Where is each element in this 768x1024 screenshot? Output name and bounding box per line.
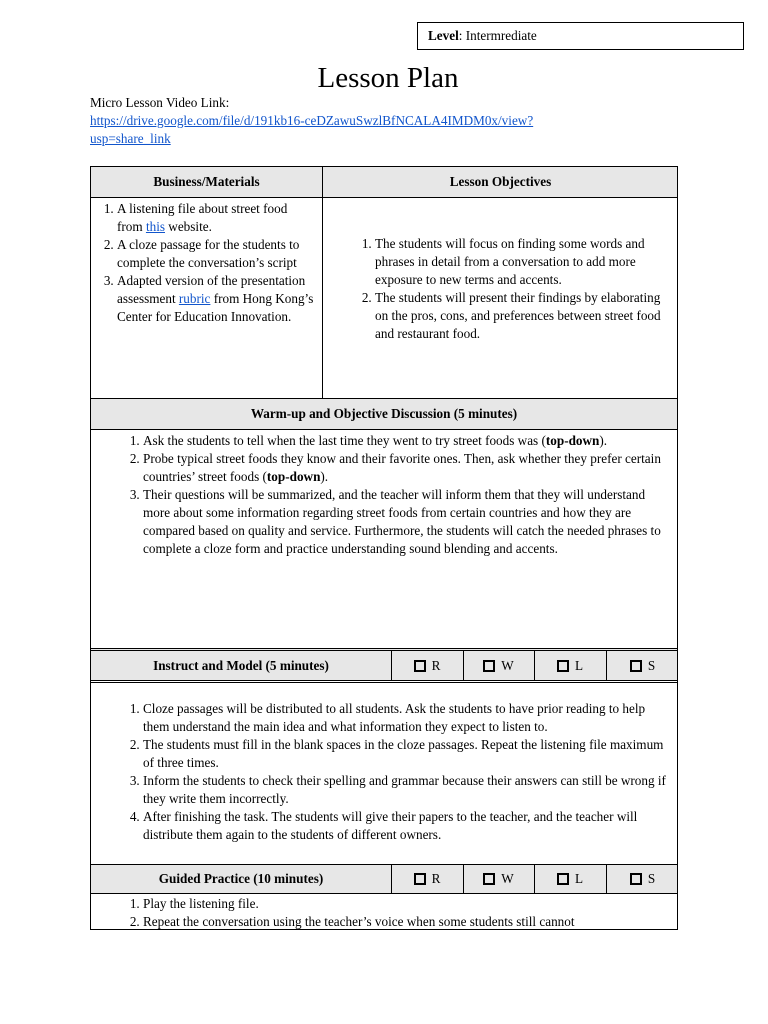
instruct-content: [91, 680, 677, 864]
rubric-link[interactable]: rubric: [178, 291, 211, 306]
materials-cell: [91, 198, 322, 326]
materials-item: 1. A listening file about street food from this website.: [117, 200, 316, 236]
instruct-item: 2. The students must fill in the blank spaces in the cloze passages. Repeat the listening file maximum of three times.: [143, 736, 669, 772]
checkbox-icon: [483, 660, 495, 672]
instruct-item: 3. Inform the students to check their spelling and grammar because their answers can still be wrong if they write them incorrectly.: [143, 772, 669, 808]
skill-checkbox-l[interactable]: L: [534, 651, 606, 680]
level-value: : Intermrediate: [458, 28, 537, 43]
objective-item: 2. The students will present their findings by elaborating on the pros, cons, and preferences between street food and restaurant food.: [375, 289, 669, 343]
skill-checkbox-s[interactable]: S: [606, 651, 678, 680]
instruct-header-row: [91, 648, 677, 680]
video-link-label: Micro Lesson Video Link:: [90, 95, 230, 110]
instruct-item: 1. Cloze passages will be distributed to all students. Ask the students to have prior reading to help them understand the main idea and what information they expect to listen to.: [143, 700, 669, 736]
checkbox-icon: [414, 660, 426, 672]
level-box: [417, 22, 744, 50]
materials-item: 2. A cloze passage for the students to complete the conversation’s script: [117, 236, 316, 272]
skill-checkbox-w[interactable]: W: [463, 865, 534, 893]
lesson-table: [90, 166, 678, 930]
skill-checkbox-l[interactable]: L: [534, 865, 606, 893]
level-label: Level: [428, 28, 459, 43]
warmup-header: Warm-up and Objective Discussion (5 minutes): [91, 398, 677, 429]
objective-item: 1. The students will focus on finding some words and phrases in detail from a conversation to add more exposure to new terms and accents.: [375, 235, 669, 289]
guided-item: 2. Repeat the conversation using the teacher’s voice when some students still cannot: [143, 913, 669, 930]
warmup-content: [91, 429, 677, 648]
column-divider: [322, 167, 323, 197]
skill-checkbox-r[interactable]: R: [391, 651, 463, 680]
video-link-url-line1[interactable]: https://drive.google.com/file/d/191kb16-ceDZawuSwzlBfNCALA4IMDM0x/view?: [90, 113, 534, 128]
skill-checkbox-r[interactable]: R: [391, 865, 463, 893]
materials-item: 3. Adapted version of the presentation assessment rubric from Hong Kong’s Center for Education Innovation.: [117, 272, 316, 326]
checkbox-icon: [630, 873, 642, 885]
guided-header-row: [91, 864, 677, 893]
objectives-cell: [322, 198, 678, 343]
checkbox-icon: [414, 873, 426, 885]
guided-item: 1. Play the listening file.: [143, 895, 669, 913]
instruct-header: Instruct and Model (5 minutes): [91, 651, 391, 680]
this-link[interactable]: this: [145, 219, 165, 234]
guided-header: Guided Practice (10 minutes): [91, 865, 391, 893]
page-title: Lesson Plan: [317, 62, 459, 94]
guided-list: [143, 895, 669, 930]
warmup-item: 3. Their questions will be summarized, and the teacher will inform them that they will understand more about some information regarding street foods from certain countries and how they are compared based on quality and service. Furthermore, the students will catch the needed phrases to complete a cloze form and practice understanding sound blending and accents.: [143, 486, 665, 558]
video-link-section: [90, 94, 630, 148]
checkbox-icon: [557, 873, 569, 885]
instruct-item: 4. After finishing the task. The students will give their papers to the teacher, and the teacher will distribute them again to the students of different owners.: [143, 808, 669, 844]
materials-objectives-row: [91, 197, 677, 398]
guided-content: [91, 893, 677, 930]
video-link-url-line2[interactable]: usp=share_link: [90, 131, 171, 146]
skill-checkbox-w[interactable]: W: [463, 651, 534, 680]
instruct-list: [143, 700, 669, 844]
materials-list: [117, 200, 316, 326]
checkbox-icon: [557, 660, 569, 672]
warmup-list: [143, 432, 665, 558]
skill-checkbox-s[interactable]: S: [606, 865, 678, 893]
lesson-objectives-header: Lesson Objectives: [322, 167, 678, 197]
checkbox-icon: [483, 873, 495, 885]
materials-objectives-header-row: [91, 167, 677, 197]
business-materials-header: Business/Materials: [91, 167, 322, 197]
objectives-list: [375, 235, 669, 343]
warmup-item: 1. Ask the students to tell when the last time they went to try street foods was (top-down).: [143, 432, 665, 450]
checkbox-icon: [630, 660, 642, 672]
warmup-item: 2. Probe typical street foods they know and their favorite ones. Then, ask whether they prefer certain countries’ street foods (top-down).: [143, 450, 665, 486]
